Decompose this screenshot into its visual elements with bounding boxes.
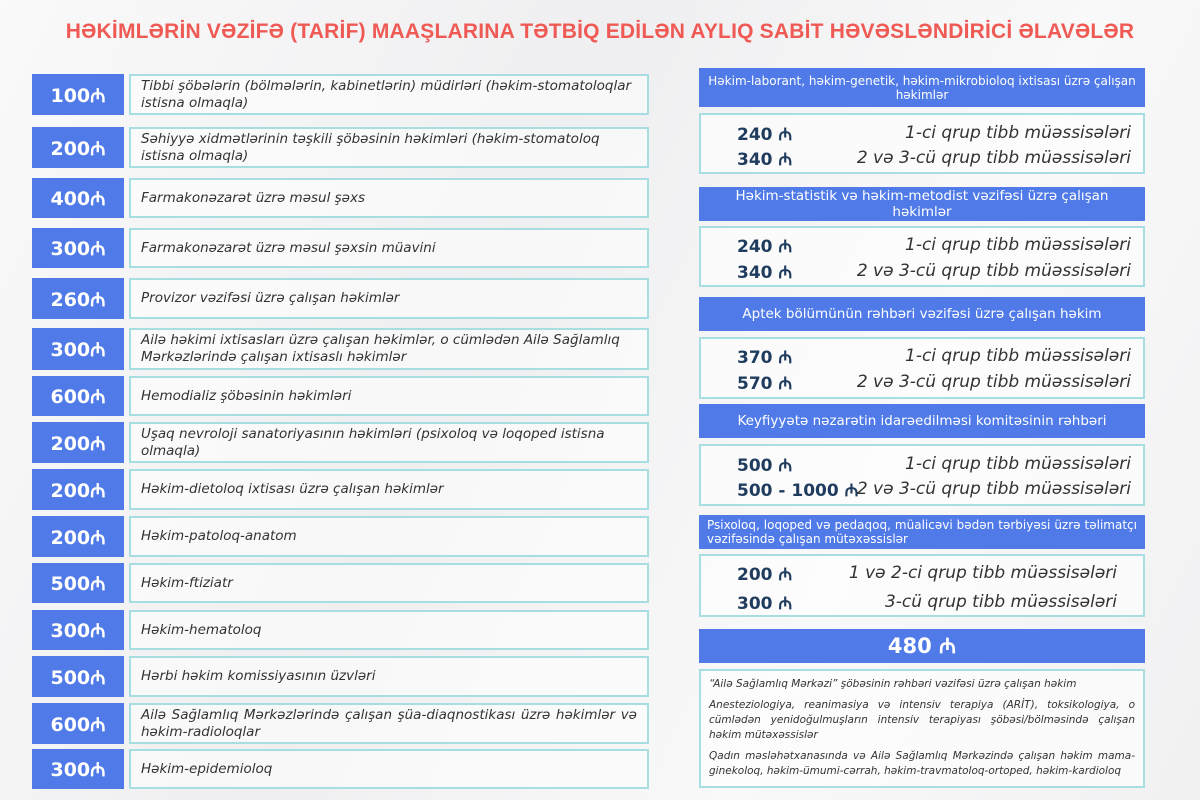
- group-header-text: Psixoloq, loqoped və pedaqoq, müalicəvi bədən tərbiyəsi üzrə təlimatçı vəzifəsində çalışan mütəxəssislər: [707, 518, 1137, 546]
- amount-badge: 300₼: [32, 228, 124, 268]
- group-header: Aptek bölümünün rəhbəri vəzifəsi üzrə çalışan həkim: [699, 297, 1145, 331]
- group-header-amount: 480 ₼: [699, 629, 1145, 663]
- list-item: [32, 610, 649, 650]
- list-item: [32, 749, 649, 789]
- rate-amount: 500 ₼: [737, 455, 793, 476]
- group-header: [699, 515, 1145, 549]
- group-header: Keyfiyyətə nəzarətin idarəedilməsi komitəsinin rəhbəri: [699, 404, 1145, 438]
- amount-badge: 500₼: [32, 656, 124, 697]
- note-item: Anesteziologiya, reanimasiya və intensiv terapiya (ARİT), toksikologiya, o cümlədən yenidoğulmuşların intensiv terapiyası şöbəsi/bölməsində çalışan həkim mütəxəssislər: [709, 699, 1135, 741]
- description-text: Həkim-dietoloq ixtisası üzrə çalışan həkimlər: [141, 481, 444, 497]
- amount-badge: 260₼: [32, 278, 124, 319]
- rate-label: 1-ci qrup tibb müəssisələri: [905, 123, 1131, 143]
- description-text: Ailə Sağlamlıq Mərkəzlərində çalışan şüa-diaqnostikası üzrə həkimlər və həkim-radioloqlar: [141, 706, 637, 740]
- position-description: [129, 563, 649, 603]
- amount-badge: 300₼: [32, 328, 124, 370]
- description-text: Tibbi şöbələrin (bölmələrin, kabinetlərin) müdirləri (həkim-stomatoloqlar istisna olmaqla): [141, 77, 632, 111]
- amount-badge: 500₼: [32, 563, 124, 603]
- rate-label: 1-ci qrup tibb müəssisələri: [905, 346, 1131, 366]
- rate-label: 2 və 3-cü qrup tibb müəssisələri: [856, 148, 1131, 168]
- amount-badge: 400₼: [32, 178, 124, 218]
- position-description: [129, 328, 649, 370]
- group-rates: [699, 444, 1145, 506]
- note-item: Qadın məsləhətxanasında və Ailə Sağlamlıq Mərkəzində çalışan həkim mama-ginekoloq, həkim-ümumi-cərrah, həkim-travmatoloq-ortoped, həkim-kardioloq: [709, 750, 1135, 777]
- rate-amount: 240 ₼: [737, 124, 793, 145]
- position-description: [129, 703, 649, 744]
- amount-badge: 300₼: [32, 749, 124, 789]
- amount-badge: 600₼: [32, 703, 124, 744]
- rate-amount: 240 ₼: [737, 236, 793, 257]
- group-rates: [699, 113, 1145, 174]
- group-notes: [699, 669, 1145, 788]
- position-description: [129, 228, 649, 268]
- position-description: [129, 74, 649, 115]
- position-description: [129, 749, 649, 789]
- description-text: Həkim-epidemioloq: [141, 760, 273, 777]
- rate-label: 2 və 3-cü qrup tibb müəssisələri: [856, 261, 1131, 281]
- group-rates: [699, 226, 1145, 287]
- description-text: Səhiyyə xidmətlərinin təşkili şöbəsinin həkimləri (həkim-stomatoloq istisna olmaqla): [141, 130, 600, 164]
- list-item: [32, 422, 649, 463]
- list-item: [32, 278, 649, 319]
- rate-label: 1-ci qrup tibb müəssisələri: [905, 235, 1131, 255]
- list-item: [32, 563, 649, 603]
- position-description: [129, 178, 649, 218]
- list-item: [32, 127, 649, 168]
- description-text: Farmakonəzarət üzrə məsul şəxs: [141, 189, 365, 206]
- position-description: [129, 422, 649, 463]
- group-header: Həkim-laborant, həkim-genetik, həkim-mikrobioloq ixtisası üzrə çalışan həkimlər: [699, 68, 1145, 107]
- rate-label: 1-ci qrup tibb müəssisələri: [905, 454, 1131, 474]
- position-description: [129, 469, 649, 510]
- description-text: Ailə həkimi ixtisasları üzrə çalışan həkimlər, o cümlədən Ailə Sağlamlıq Mərkəzlərində çalışan ixtisaslı həkimlər: [141, 332, 620, 365]
- group-header: Həkim-statistik və həkim-metodist vəzifəsi üzrə çalışan həkimlər: [699, 187, 1145, 221]
- position-description: [129, 516, 649, 557]
- list-item: [32, 469, 649, 510]
- description-text: Uşaq nevroloji sanatoriyasının həkimləri (psixoloq və loqoped istisna olmaqla): [141, 425, 605, 459]
- amount-badge: 300₼: [32, 610, 124, 650]
- position-description: [129, 656, 649, 697]
- list-item: [32, 178, 649, 218]
- rate-amount: 300 ₼: [737, 593, 793, 614]
- description-text: Hərbi həkim komissiyasının üzvləri: [141, 668, 376, 684]
- amount-badge: 100₼: [32, 74, 124, 115]
- position-description: [129, 278, 649, 319]
- rate-amount: 340 ₼: [737, 262, 793, 283]
- list-item: [32, 328, 649, 370]
- description-text: Hemodializ şöbəsinin həkimləri: [141, 387, 352, 404]
- description-text: Həkim-patoloq-anatom: [141, 528, 297, 544]
- position-description: [129, 610, 649, 650]
- description-text: Provizor vəzifəsi üzrə çalışan həkimlər: [141, 290, 400, 306]
- rate-amount: 370 ₼: [737, 347, 793, 368]
- note-item: “Ailə Sağlamlıq Mərkəzi” şöbəsinin rəhbəri vəzifəsi üzrə çalışan həkim: [709, 678, 1077, 690]
- list-item: [32, 703, 649, 744]
- amount-badge: 600₼: [32, 376, 124, 416]
- rate-label: 1 və 2-ci qrup tibb müəssisələri: [848, 563, 1117, 583]
- list-item: [32, 656, 649, 697]
- rate-amount: 500 - 1000 ₼: [737, 480, 859, 501]
- page-title: HƏKİMLƏRİN VƏZİFƏ (TARİF) MAAŞLARINA TƏTBİQ EDİLƏN AYLIQ SABİT HƏVƏSLƏNDİRİCİ ƏLAVƏLƏR: [65, 20, 1135, 43]
- list-item: [32, 516, 649, 557]
- list-item: [32, 228, 649, 268]
- amount-badge: 200₼: [32, 469, 124, 510]
- amount-badge: 200₼: [32, 127, 124, 168]
- amount-badge: 200₼: [32, 422, 124, 463]
- description-text: Həkim-hematoloq: [141, 621, 262, 638]
- group-rates: [699, 337, 1145, 399]
- description-text: Farmakonəzarət üzrə məsul şəxsin müavini: [141, 239, 436, 256]
- rate-amount: 340 ₼: [737, 149, 793, 170]
- position-description: [129, 376, 649, 416]
- amount-badge: 200₼: [32, 516, 124, 557]
- rate-amount: 570 ₼: [737, 373, 793, 394]
- list-item: [32, 74, 649, 115]
- rate-label: 3-cü qrup tibb müəssisələri: [884, 592, 1117, 612]
- rate-amount: 200 ₼: [737, 564, 793, 585]
- description-text: Həkim-ftiziatr: [141, 574, 233, 591]
- list-item: [32, 376, 649, 416]
- group-rates: [699, 554, 1145, 617]
- rate-label: 2 və 3-cü qrup tibb müəssisələri: [856, 479, 1131, 499]
- rate-label: 2 və 3-cü qrup tibb müəssisələri: [856, 372, 1131, 392]
- position-description: [129, 127, 649, 168]
